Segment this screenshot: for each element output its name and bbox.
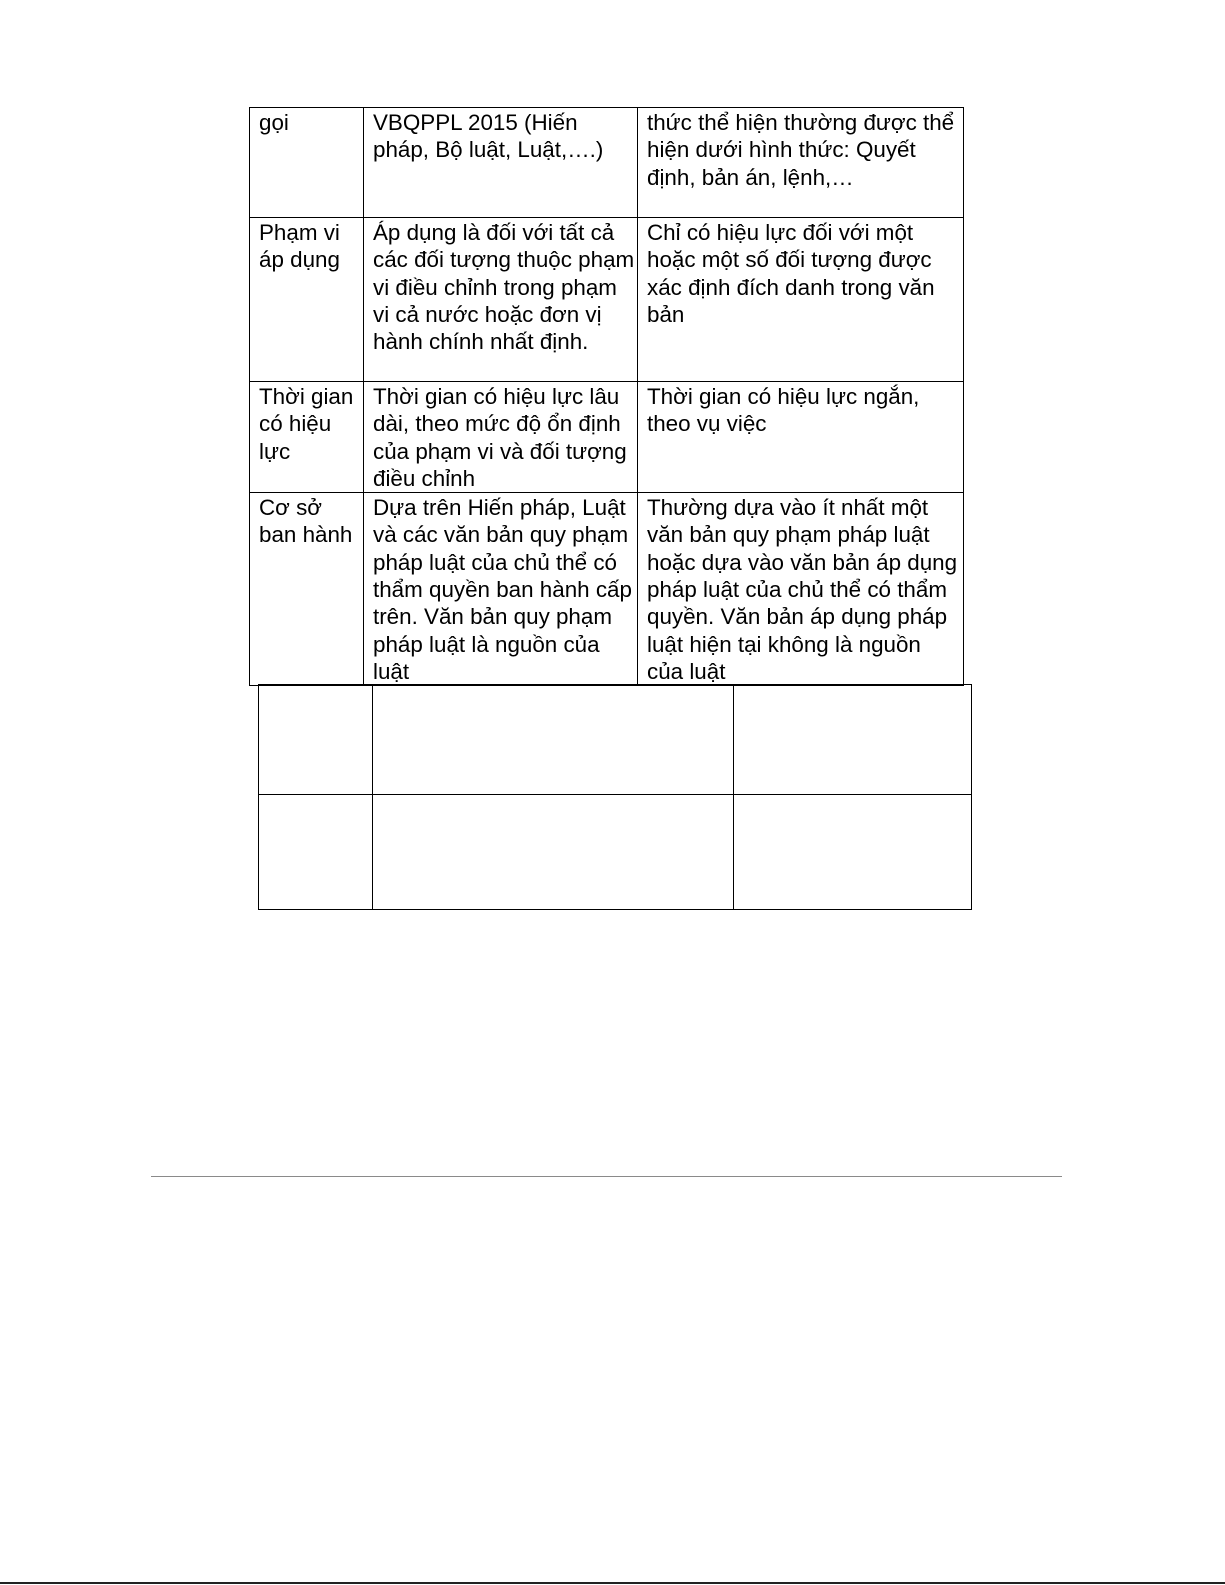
empty-cell	[373, 795, 734, 910]
application-text: Thời gian có hiệu lực ngắn, theo vụ việc	[647, 384, 920, 437]
normative-cell	[364, 382, 638, 493]
application-cell	[638, 382, 964, 493]
normative-text: Áp dụng là đối với tất cả các đối tượng thuộc phạm vi điều chỉnh trong phạm vi cả nước hoặc đơn vị hành chính nhất định.	[373, 220, 635, 355]
application-text: thức thể hiện thường được thể hiện dưới hình thức: Quyết định, bản án, lệnh,…	[647, 110, 955, 190]
criterion-cell	[250, 493, 364, 686]
empty-cell	[259, 685, 373, 795]
application-cell	[638, 108, 964, 218]
criterion-cell	[250, 108, 364, 218]
normative-cell	[364, 493, 638, 686]
empty-table-row	[259, 795, 972, 910]
empty-table	[258, 684, 972, 910]
criterion-cell	[250, 218, 364, 382]
criterion-text: Phạm vi áp dụng	[259, 220, 340, 273]
application-cell	[638, 493, 964, 686]
criterion-text: Cơ sở ban hành	[259, 495, 353, 548]
application-text: Chỉ có hiệu lực đối với một hoặc một số đối tượng được xác định đích danh trong văn bản	[647, 220, 935, 327]
empty-table-row	[259, 685, 972, 795]
comparison-table	[249, 107, 964, 686]
table-row	[250, 493, 964, 686]
criterion-cell	[250, 382, 364, 493]
table-row	[250, 108, 964, 218]
normative-cell	[364, 108, 638, 218]
page-bottom-edge	[0, 1582, 1225, 1584]
criterion-text: Thời gian có hiệu lực	[259, 384, 354, 464]
footer-divider	[151, 1176, 1062, 1177]
table-row	[250, 218, 964, 382]
normative-text: VBQPPL 2015 (Hiến pháp, Bộ luật, Luật,….)	[373, 110, 604, 163]
normative-text: Thời gian có hiệu lực lâu dài, theo mức độ ổn định của phạm vi và đối tượng điều chỉnh	[373, 384, 627, 491]
empty-cell	[734, 795, 972, 910]
empty-cell	[734, 685, 972, 795]
table-row	[250, 382, 964, 493]
criterion-text: gọi	[259, 110, 289, 135]
normative-text: Dựa trên Hiến pháp, Luật và các văn bản quy phạm pháp luật của chủ thể có thẩm quyền ban hành cấp trên. Văn bản quy phạm pháp luật là nguồn của luật	[373, 495, 632, 684]
empty-cell	[373, 685, 734, 795]
application-cell	[638, 218, 964, 382]
application-text: Thường dựa vào ít nhất một văn bản quy phạm pháp luật hoặc dựa vào văn bản áp dụng pháp luật của chủ thể có thẩm quyền. Văn bản áp dụng pháp luật hiện tại không là nguồn của luật	[647, 495, 958, 684]
normative-cell	[364, 218, 638, 382]
empty-cell	[259, 795, 373, 910]
